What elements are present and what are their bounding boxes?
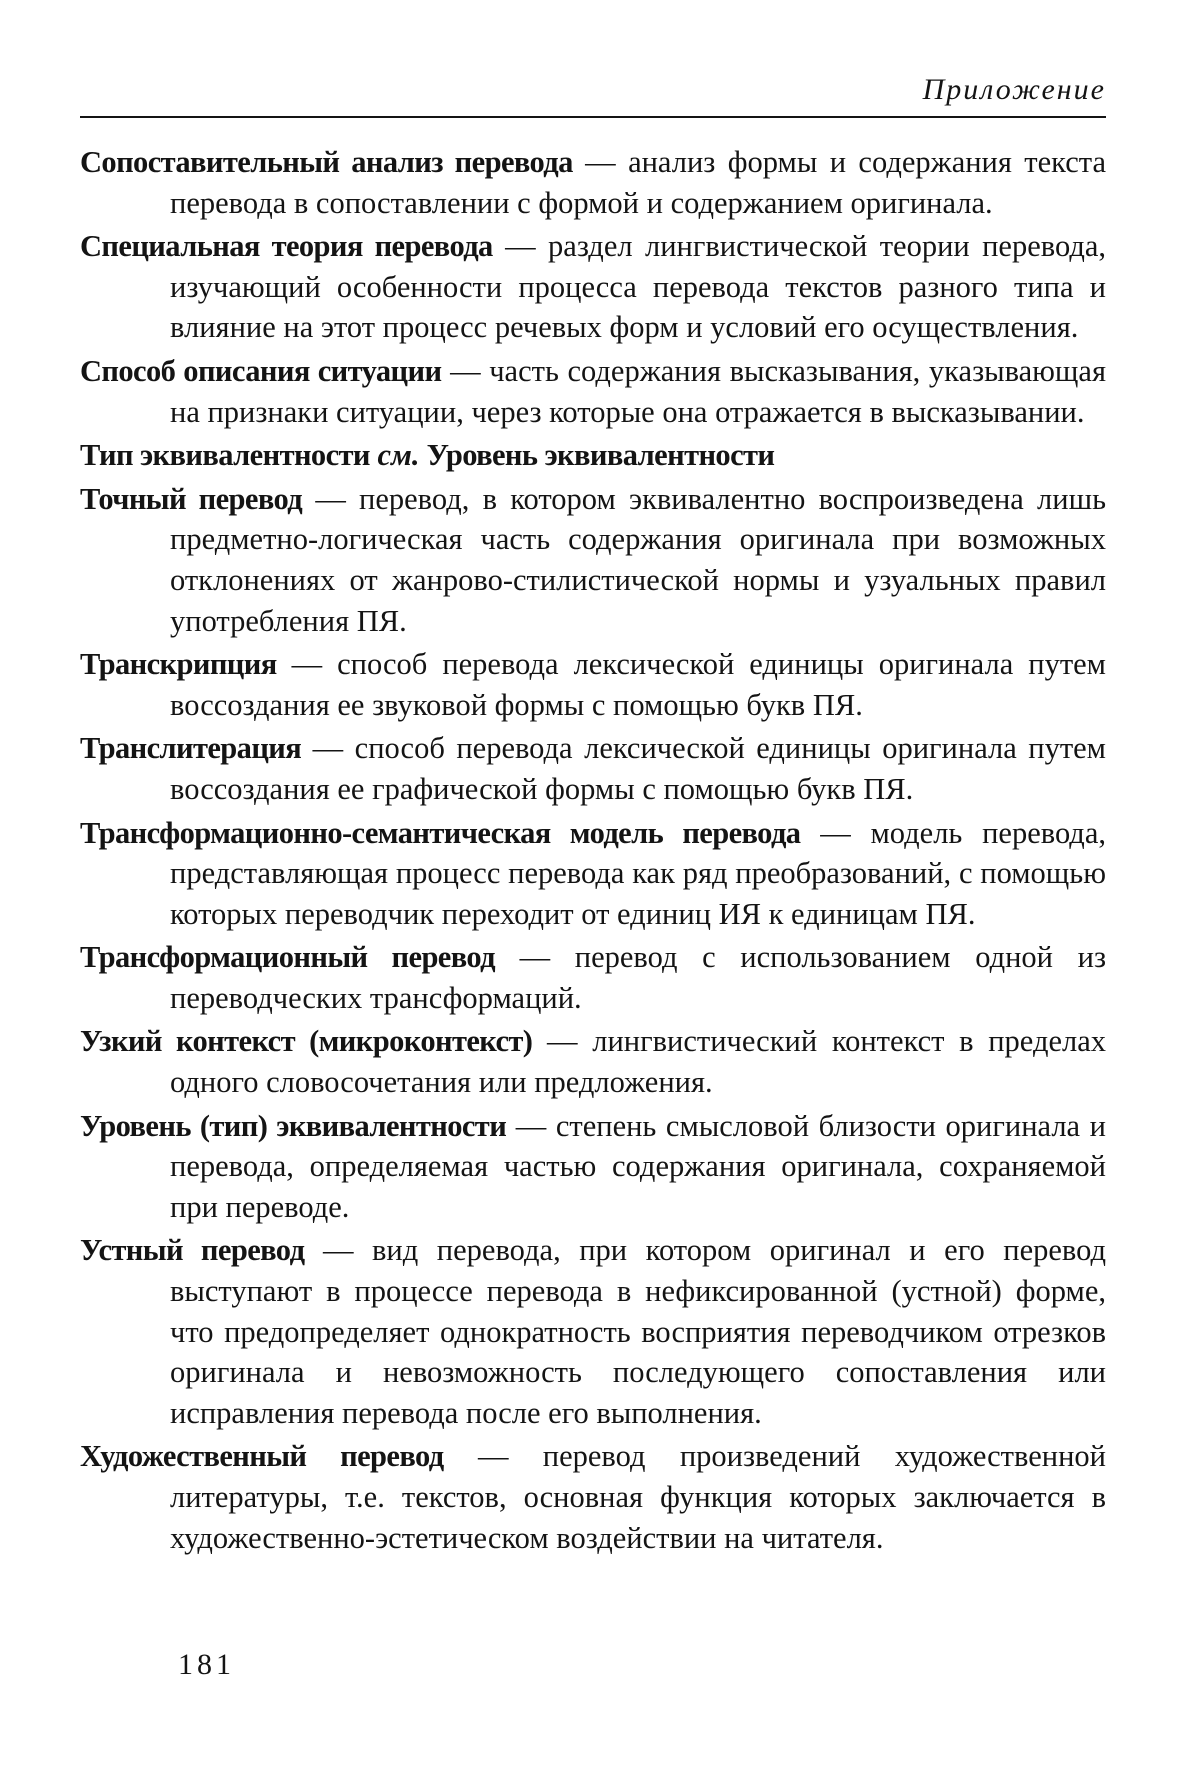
entry-definition: — способ перевода лексической единицы оригинала путем воссоздания ее графической формы с помощью букв ПЯ. [170, 731, 1106, 806]
glossary-entry [80, 351, 1106, 432]
page-number: 181 [178, 1648, 235, 1681]
entry-definition: — раздел лингвистической теории перевода, изучающий особенности процесса перевода текстов разного типа и влияние на этот процесс речевых форм и условий его осуществления. [170, 229, 1107, 345]
glossary-entry [80, 142, 1106, 223]
entry-definition: — часть содержания высказывания, указывающая на признаки ситуации, через которые она отражается в высказывании. [170, 353, 1106, 429]
entry-see-target: Уровень эквивалентности [419, 438, 775, 473]
entry-definition: — лингвистический контекст в пределах одного словосочетания или предложения. [170, 1024, 1107, 1100]
glossary-entry [80, 728, 1106, 809]
entry-term: Художественный перевод [80, 1439, 444, 1474]
glossary-entry [80, 435, 1106, 476]
entry-term: Транскрипция [80, 647, 277, 682]
glossary-entry [80, 1436, 1106, 1558]
running-header: Приложение [922, 73, 1106, 106]
glossary-entry [80, 644, 1106, 725]
glossary-entry [80, 813, 1106, 935]
entry-term: Специальная теория перевода [80, 229, 493, 264]
entry-definition: — перевод с использованием одной из переводческих трансформаций. [170, 940, 1106, 1015]
entry-definition: — перевод, в котором эквивалентно воспроизведена лишь предметно-логическая часть содержания оригинала при возможных отклонениях от жанрово-стилистической нормы и узуальных правил употребления ПЯ. [170, 481, 1106, 638]
entry-term: Устный перевод [80, 1233, 305, 1268]
entry-definition: — модель перевода, представляющая процесс перевода как ряд преобразований, с помощью которых переводчик переходит от единиц ИЯ к единицам ПЯ. [170, 815, 1106, 931]
glossary-entry [80, 226, 1106, 348]
entry-term: Узкий контекст (микроконтекст) [80, 1024, 533, 1059]
entry-term: Тип эквивалентности [80, 438, 370, 473]
entry-definition: — способ перевода лексической единицы оригинала путем воссоздания ее звуковой формы с помощью букв ПЯ. [170, 647, 1106, 722]
entry-term: Трансформационный перевод [80, 940, 496, 975]
glossary-entry [80, 1230, 1106, 1433]
entry-see-marker: см. [369, 438, 420, 473]
glossary-entry [80, 479, 1106, 641]
glossary-entry [80, 1106, 1106, 1228]
entry-definition: — перевод произведений художественной литературы, т.е. текстов, основная функция которых заключается в художественно-эстетическом воздействии на читателя. [170, 1439, 1106, 1555]
entry-definition: — степень смысловой близости оригинала и перевода, определяемая частью содержания оригинала, сохраняемой при переводе. [170, 1108, 1107, 1224]
entry-term: Сопоставительный анализ перевода [80, 145, 573, 179]
entry-term: Точный перевод [80, 481, 303, 516]
glossary [80, 142, 1106, 1561]
glossary-entry [80, 1021, 1106, 1102]
entry-term: Способ описания ситуации [80, 353, 442, 388]
header-rule [80, 116, 1106, 118]
entry-term: Трансформационно-семантическая модель перевода [80, 815, 801, 850]
entry-definition: — вид перевода, при котором оригинал и его перевод выступают в процессе перевода в нефиксированной (устной) форме, что предопределяет однократность восприятия переводчиком отрезков оригинала и невозможность последующего сопоставления или исправления перевода после его выполнения. [170, 1233, 1106, 1430]
entry-term: Уровень (тип) эквивалентности [80, 1108, 507, 1143]
entry-definition: — анализ формы и содержания текста перевода в сопоставлении с формой и содержанием оригинала. [170, 145, 1106, 220]
entry-term: Транслитерация [80, 731, 302, 766]
glossary-entry [80, 937, 1106, 1018]
